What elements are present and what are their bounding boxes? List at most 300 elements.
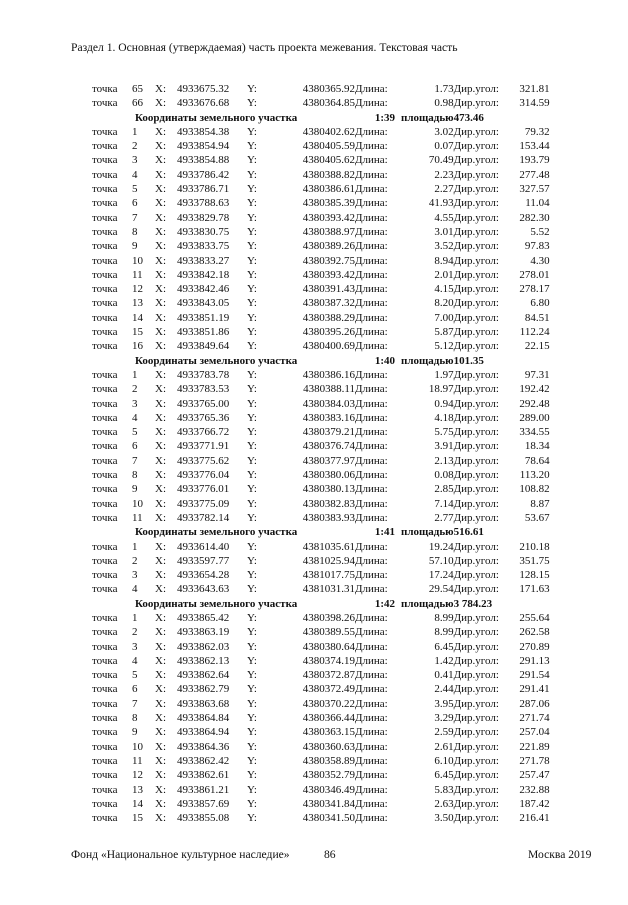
angle-label: Дир.угол:	[453, 740, 499, 753]
x-label: X:	[155, 426, 166, 439]
point-number: 2	[132, 554, 138, 567]
table-row	[92, 139, 550, 153]
length-value: 4.55	[434, 211, 454, 224]
point-label: точка	[92, 240, 118, 253]
length-value: 19.24	[428, 540, 454, 553]
point-number: 4	[132, 654, 138, 667]
table-row	[92, 296, 550, 310]
y-label: Y:	[247, 640, 257, 653]
point-label: точка	[92, 497, 118, 510]
length-label: Длина:	[355, 283, 388, 296]
length-label: Длина:	[355, 626, 388, 639]
length-value: 6.10	[434, 754, 454, 767]
length-label: Длина:	[355, 540, 388, 553]
angle-value: 5.52	[530, 225, 550, 238]
coordinates-table	[92, 82, 550, 825]
point-label: точка	[92, 726, 118, 739]
angle-label: Дир.угол:	[453, 669, 499, 682]
length-label: Длина:	[355, 697, 388, 710]
point-label: точка	[92, 583, 118, 596]
length-label: Длина:	[355, 469, 388, 482]
length-label: Длина:	[355, 168, 388, 181]
angle-label: Дир.угол:	[453, 797, 499, 810]
angle-label: Дир.угол:	[453, 83, 499, 95]
x-label: X:	[155, 197, 166, 210]
x-label: X:	[155, 783, 166, 796]
point-label: точка	[92, 769, 118, 782]
x-label: X:	[155, 83, 166, 95]
length-value: 7.00	[434, 311, 454, 324]
angle-value: 289.00	[519, 411, 550, 424]
y-value: 4380376.74	[302, 440, 355, 453]
point-label: точка	[92, 268, 118, 281]
x-value: 4933864.84	[177, 712, 230, 725]
section-title: Координаты земельного участка	[135, 111, 298, 124]
angle-label: Дир.угол:	[453, 140, 499, 153]
y-value: 4380358.89	[302, 754, 355, 767]
angle-label: Дир.угол:	[453, 712, 499, 725]
x-value: 4933851.19	[177, 311, 230, 324]
length-label: Длина:	[355, 154, 388, 167]
x-value: 4933864.36	[177, 740, 230, 753]
angle-label: Дир.угол:	[453, 268, 499, 281]
y-value: 4380405.59	[302, 140, 355, 153]
y-value: 4380383.16	[302, 411, 355, 424]
point-number: 8	[132, 712, 138, 725]
angle-label: Дир.угол:	[453, 497, 499, 510]
angle-label: Дир.угол:	[453, 254, 499, 267]
length-value: 6.45	[434, 640, 454, 653]
length-value: 0.08	[434, 469, 454, 482]
x-label: X:	[155, 340, 166, 353]
x-label: X:	[155, 769, 166, 782]
y-label: Y:	[247, 754, 257, 767]
angle-value: 277.48	[519, 168, 550, 181]
x-label: X:	[155, 368, 166, 381]
point-number: 66	[132, 97, 143, 110]
y-value: 4380402.62	[302, 125, 355, 138]
x-label: X:	[155, 454, 166, 467]
point-number: 65	[132, 83, 143, 95]
table-row	[92, 625, 550, 639]
point-label: точка	[92, 397, 118, 410]
x-value: 4933833.75	[177, 240, 230, 253]
length-value: 3.52	[434, 240, 454, 253]
length-value: 3.91	[434, 440, 454, 453]
y-label: Y:	[247, 240, 257, 253]
length-label: Длина:	[355, 197, 388, 210]
point-label: точка	[92, 812, 118, 825]
y-label: Y:	[247, 740, 257, 753]
x-label: X:	[155, 554, 166, 567]
length-value: 8.99	[434, 611, 454, 624]
point-label: точка	[92, 283, 118, 296]
x-label: X:	[155, 740, 166, 753]
point-number: 9	[132, 240, 138, 253]
y-label: Y:	[247, 83, 257, 95]
angle-label: Дир.угол:	[453, 769, 499, 782]
angle-label: Дир.угол:	[453, 340, 499, 353]
y-label: Y:	[247, 583, 257, 596]
length-value: 4.18	[434, 411, 454, 424]
length-value: 3.01	[434, 225, 454, 238]
y-value: 4380388.29	[302, 311, 355, 324]
angle-label: Дир.угол:	[453, 311, 499, 324]
x-label: X:	[155, 511, 166, 524]
point-label: точка	[92, 83, 118, 95]
y-value: 4380364.85	[302, 97, 355, 110]
y-label: Y:	[247, 426, 257, 439]
point-number: 4	[132, 411, 138, 424]
length-value: 2.85	[434, 483, 454, 496]
point-label: точка	[92, 197, 118, 210]
y-value: 4380372.49	[302, 683, 355, 696]
x-label: X:	[155, 411, 166, 424]
footer-city-year: Москва 2019	[528, 848, 592, 861]
angle-value: 8.87	[530, 497, 550, 510]
section-area-value: 473.46	[453, 111, 484, 124]
angle-value: 282.30	[519, 211, 550, 224]
length-value: 41.93	[428, 197, 454, 210]
y-label: Y:	[247, 368, 257, 381]
table-row	[92, 783, 550, 797]
angle-label: Дир.угол:	[453, 125, 499, 138]
point-label: точка	[92, 154, 118, 167]
section-title: Координаты земельного участка	[135, 526, 298, 539]
y-value: 4380352.79	[302, 769, 355, 782]
angle-value: 4.30	[530, 254, 550, 267]
y-value: 4380384.03	[302, 397, 355, 410]
length-value: 5.83	[434, 783, 454, 796]
section-title: Координаты земельного участка	[135, 354, 298, 367]
point-label: точка	[92, 540, 118, 553]
angle-label: Дир.угол:	[453, 240, 499, 253]
length-value: 57.10	[428, 554, 454, 567]
x-label: X:	[155, 440, 166, 453]
x-value: 4933830.75	[177, 225, 230, 238]
y-value: 4380377.97	[302, 454, 355, 467]
y-value: 4380380.06	[302, 469, 355, 482]
length-value: 8.94	[434, 254, 454, 267]
angle-value: 193.79	[519, 154, 550, 167]
point-label: точка	[92, 483, 118, 496]
length-value: 0.98	[434, 97, 454, 110]
x-label: X:	[155, 654, 166, 667]
y-label: Y:	[247, 669, 257, 682]
x-label: X:	[155, 726, 166, 739]
y-label: Y:	[247, 297, 257, 310]
point-number: 7	[132, 211, 138, 224]
x-value: 4933675.32	[177, 83, 230, 95]
angle-value: 321.81	[519, 83, 550, 95]
point-number: 2	[132, 383, 138, 396]
angle-label: Дир.угол:	[453, 97, 499, 110]
y-label: Y:	[247, 340, 257, 353]
point-label: точка	[92, 211, 118, 224]
x-label: X:	[155, 97, 166, 110]
table-row	[92, 211, 550, 225]
y-value: 4381035.61	[302, 540, 355, 553]
angle-label: Дир.угол:	[453, 654, 499, 667]
x-label: X:	[155, 383, 166, 396]
y-value: 4380388.97	[302, 225, 355, 238]
x-value: 4933654.28	[177, 569, 230, 582]
y-value: 4380387.32	[302, 297, 355, 310]
table-row	[92, 382, 550, 396]
x-value: 4933857.69	[177, 797, 230, 810]
length-label: Длина:	[355, 754, 388, 767]
angle-value: 97.31	[524, 368, 550, 381]
table-row	[92, 611, 550, 625]
angle-value: 11.04	[525, 197, 550, 210]
angle-label: Дир.угол:	[453, 297, 499, 310]
section-title: Координаты земельного участка	[135, 597, 298, 610]
y-value: 4380386.61	[302, 183, 355, 196]
angle-label: Дир.угол:	[453, 397, 499, 410]
length-value: 7.14	[434, 497, 454, 510]
x-label: X:	[155, 497, 166, 510]
section-parcel-id: 1:41	[374, 526, 395, 539]
point-number: 4	[132, 583, 138, 596]
length-label: Длина:	[355, 383, 388, 396]
y-value: 4380363.15	[302, 726, 355, 739]
length-value: 8.20	[434, 297, 454, 310]
angle-label: Дир.угол:	[453, 683, 499, 696]
y-label: Y:	[247, 97, 257, 110]
point-label: точка	[92, 797, 118, 810]
length-value: 2.44	[434, 683, 454, 696]
angle-label: Дир.угол:	[453, 640, 499, 653]
x-value: 4933614.40	[177, 540, 230, 553]
angle-value: 334.55	[519, 426, 550, 439]
length-value: 3.95	[434, 697, 454, 710]
y-label: Y:	[247, 268, 257, 281]
angle-label: Дир.угол:	[453, 611, 499, 624]
section-header	[92, 597, 550, 611]
x-label: X:	[155, 540, 166, 553]
point-label: точка	[92, 569, 118, 582]
table-row	[92, 654, 550, 668]
point-number: 2	[132, 626, 138, 639]
point-number: 14	[132, 797, 143, 810]
section-parcel-id: 1:42	[374, 597, 395, 610]
y-label: Y:	[247, 783, 257, 796]
table-row	[92, 397, 550, 411]
length-value: 0.07	[434, 140, 454, 153]
x-label: X:	[155, 225, 166, 238]
y-value: 4380341.84	[302, 797, 355, 810]
y-label: Y:	[247, 125, 257, 138]
table-row	[92, 368, 550, 382]
length-label: Длина:	[355, 497, 388, 510]
angle-label: Дир.угол:	[453, 754, 499, 767]
angle-value: 18.34	[524, 440, 550, 453]
angle-label: Дир.угол:	[453, 812, 499, 825]
table-row	[92, 196, 550, 210]
length-value: 4.15	[434, 283, 454, 296]
length-label: Длина:	[355, 97, 388, 110]
angle-value: 128.15	[519, 569, 550, 582]
angle-value: 271.78	[519, 754, 550, 767]
point-label: точка	[92, 368, 118, 381]
point-number: 12	[132, 769, 143, 782]
length-value: 5.75	[434, 426, 454, 439]
length-value: 2.27	[434, 183, 454, 196]
point-number: 6	[132, 683, 138, 696]
table-row	[92, 468, 550, 482]
point-number: 9	[132, 726, 138, 739]
x-label: X:	[155, 611, 166, 624]
y-value: 4380400.69	[302, 340, 355, 353]
x-label: X:	[155, 240, 166, 253]
y-value: 4380388.11	[303, 383, 355, 396]
angle-label: Дир.угол:	[453, 511, 499, 524]
angle-value: 6.80	[530, 297, 550, 310]
angle-label: Дир.угол:	[453, 283, 499, 296]
y-label: Y:	[247, 326, 257, 339]
angle-value: 53.67	[524, 511, 550, 524]
point-label: точка	[92, 783, 118, 796]
length-label: Длина:	[355, 611, 388, 624]
y-label: Y:	[247, 154, 257, 167]
x-label: X:	[155, 483, 166, 496]
section-parcel-id: 1:40	[374, 354, 395, 367]
length-label: Длина:	[355, 297, 388, 310]
y-value: 4380389.55	[302, 626, 355, 639]
x-label: X:	[155, 297, 166, 310]
table-row	[92, 268, 550, 282]
length-label: Длина:	[355, 411, 388, 424]
x-value: 4933765.36	[177, 411, 230, 424]
point-number: 9	[132, 483, 138, 496]
table-row	[92, 82, 550, 96]
table-row	[92, 125, 550, 139]
x-value: 4933862.79	[177, 683, 230, 696]
angle-label: Дир.угол:	[453, 211, 499, 224]
length-label: Длина:	[355, 268, 388, 281]
x-label: X:	[155, 154, 166, 167]
length-label: Длина:	[355, 326, 388, 339]
length-label: Длина:	[355, 140, 388, 153]
angle-value: 192.42	[519, 383, 550, 396]
y-value: 4380366.44	[302, 712, 355, 725]
angle-label: Дир.угол:	[453, 440, 499, 453]
table-row	[92, 740, 550, 754]
x-value: 4933862.13	[177, 654, 230, 667]
angle-value: 314.59	[519, 97, 550, 110]
angle-value: 291.41	[519, 683, 550, 696]
page-header: Раздел 1. Основная (утверждаемая) часть проекта межевания. Текстовая часть	[71, 41, 458, 54]
point-number: 15	[132, 812, 143, 825]
y-value: 4380382.83	[302, 497, 355, 510]
length-label: Длина:	[355, 783, 388, 796]
angle-value: 79.32	[524, 125, 550, 138]
table-row	[92, 168, 550, 182]
point-label: точка	[92, 297, 118, 310]
length-label: Длина:	[355, 669, 388, 682]
angle-value: 221.89	[519, 740, 550, 753]
angle-value: 291.13	[519, 654, 550, 667]
section-area-value: 516.61	[453, 526, 484, 539]
point-number: 10	[132, 254, 143, 267]
y-value: 4380385.39	[302, 197, 355, 210]
length-label: Длина:	[355, 225, 388, 238]
section-area-label: площадью	[401, 597, 454, 610]
section-header	[92, 525, 550, 539]
x-label: X:	[155, 183, 166, 196]
length-value: 2.61	[434, 740, 454, 753]
length-label: Длина:	[355, 769, 388, 782]
length-value: 3.50	[434, 812, 454, 825]
angle-label: Дир.угол:	[453, 783, 499, 796]
y-label: Y:	[247, 397, 257, 410]
point-number: 1	[132, 125, 138, 138]
angle-value: 257.04	[519, 726, 550, 739]
length-value: 2.13	[434, 454, 454, 467]
x-value: 4933597.77	[177, 554, 230, 567]
point-label: точка	[92, 683, 118, 696]
length-label: Длина:	[355, 511, 388, 524]
y-label: Y:	[247, 540, 257, 553]
table-row	[92, 725, 550, 739]
angle-label: Дир.угол:	[453, 483, 499, 496]
table-row	[92, 568, 550, 582]
y-label: Y:	[247, 683, 257, 696]
table-row	[92, 554, 550, 568]
x-label: X:	[155, 211, 166, 224]
length-value: 2.23	[434, 168, 454, 181]
y-value: 4380395.26	[302, 326, 355, 339]
point-label: точка	[92, 469, 118, 482]
x-value: 4933782.14	[177, 511, 230, 524]
y-label: Y:	[247, 497, 257, 510]
y-value: 4381025.94	[302, 554, 355, 567]
x-label: X:	[155, 326, 166, 339]
length-value: 0.94	[434, 397, 454, 410]
x-label: X:	[155, 125, 166, 138]
x-value: 4933783.53	[177, 383, 230, 396]
x-label: X:	[155, 397, 166, 410]
y-value: 4380380.64	[302, 640, 355, 653]
point-label: точка	[92, 254, 118, 267]
x-value: 4933842.46	[177, 283, 230, 296]
length-label: Длина:	[355, 640, 388, 653]
point-label: точка	[92, 340, 118, 353]
y-value: 4380346.49	[302, 783, 355, 796]
table-row	[92, 153, 550, 167]
angle-value: 153.44	[519, 140, 550, 153]
y-label: Y:	[247, 769, 257, 782]
point-number: 7	[132, 697, 138, 710]
point-number: 7	[132, 454, 138, 467]
point-label: точка	[92, 697, 118, 710]
length-value: 1.73	[434, 83, 454, 95]
angle-label: Дир.угол:	[453, 426, 499, 439]
y-label: Y:	[247, 411, 257, 424]
x-value: 4933855.08	[177, 812, 230, 825]
x-value: 4933833.27	[177, 254, 230, 267]
point-number: 5	[132, 426, 138, 439]
y-label: Y:	[247, 254, 257, 267]
x-label: X:	[155, 583, 166, 596]
y-label: Y:	[247, 440, 257, 453]
y-label: Y:	[247, 554, 257, 567]
table-row	[92, 797, 550, 811]
x-label: X:	[155, 669, 166, 682]
point-number: 3	[132, 640, 138, 653]
length-label: Длина:	[355, 683, 388, 696]
angle-label: Дир.угол:	[453, 154, 499, 167]
